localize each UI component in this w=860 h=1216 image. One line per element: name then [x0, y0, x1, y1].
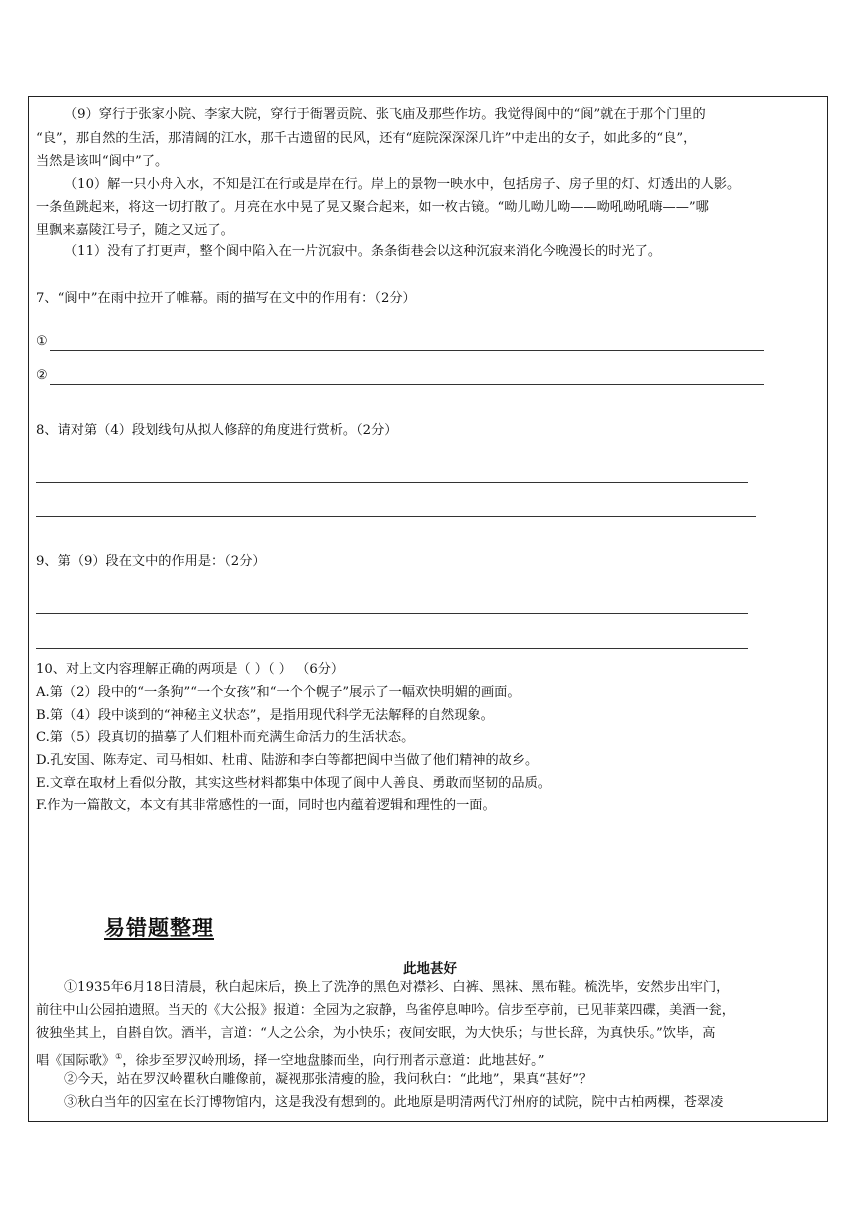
answer-line-q8-1[interactable] — [36, 482, 748, 483]
answer-mark-2: ② — [36, 368, 48, 383]
p10-line1: （10）解一只小舟入水，不知是江在行或是岸在行。岸上的景物一映水中，包括房子、房子里的灯、灯透出的人影。 — [64, 177, 741, 192]
section-title: 易错题整理 — [104, 916, 214, 940]
answer-line-q7-1[interactable] — [50, 350, 764, 351]
essay-p1-line1: ①1935年6月18日清晨，秋白起床后，换上了洗净的黑色对襟衫、白裤、黑袜、黑布鞋。梳洗毕，安然步出牢门， — [64, 980, 730, 995]
p11-line1: （11）没有了打更声，整个阆中陷入在一片沉寂中。条条街巷会以这种沉寂来消化今晚漫长的时光了。 — [64, 244, 662, 259]
essay-p1-line2: 前往中山公园拍遗照。当天的《大公报》报道：全园为之寂静，鸟雀停息呻吟。信步至亭前，已见菲菜四碟，美酒一瓮， — [36, 1003, 735, 1018]
answer-line-q8-2[interactable] — [36, 516, 756, 517]
option-b: B.第（4）段中谈到的“神秘主义状态”，是指用现代科学无法解释的自然现象。 — [36, 708, 494, 723]
p9-line2: “良”，那自然的生活，那清阔的江水，那千古遗留的民风，还有“庭院深深深几许”中走出的女子，如此多的“良”， — [36, 131, 697, 146]
p9-line3: 当然是该叫“阆中”了。 — [36, 154, 169, 169]
essay-p1-line3: 彼独坐其上，自斟自饮。酒半，言道：“人之公余，为小快乐；夜间安眠，为大快乐；与世长辞，为真快乐。”饮毕，高 — [36, 1026, 716, 1041]
question-9: 9、第（9）段在文中的作用是：（2分） — [36, 554, 266, 569]
answer-line-q9-2[interactable] — [36, 648, 748, 649]
p9-line1: （9）穿行于张家小院、李家大院，穿行于衙署贡院、张飞庙及那些作坊。我觉得阆中的“阆”就在于那个门里的 — [64, 107, 706, 122]
answer-mark-1: ① — [36, 334, 48, 349]
option-c: C.第（5）段真切的描摹了人们粗朴而充满生命活力的生活状态。 — [36, 730, 415, 745]
answer-line-q7-2[interactable] — [50, 384, 764, 385]
p10-line2: 一条鱼跳起来，将这一切打散了。月亮在水中晃了晃又聚合起来，如一枚古镜。“呦儿呦儿呦——呦吼呦吼嗨——”哪 — [36, 200, 709, 215]
question-10: 10、对上文内容理解正确的两项是（ ）（ ） （6分） — [36, 662, 345, 677]
option-e: E.文章在取材上看似分散，其实这些材料都集中体现了阆中人善良、勇敢而坚韧的品质。 — [36, 776, 551, 791]
question-8: 8、请对第（4）段划线句从拟人修辞的角度进行赏析。（2分） — [36, 423, 398, 438]
option-d: D.孔安国、陈寿定、司马相如、杜甫、陆游和李白等都把阆中当做了他们精神的故乡。 — [36, 753, 539, 768]
essay-title: 此地甚好 — [403, 961, 457, 977]
essay-p1-line4-end: ，徐步至罗汉岭刑场，择一空地盘膝而坐，向行刑者示意道：此地甚好。” — [122, 1053, 545, 1069]
question-7: 7、“阆中”在雨中拉开了帷幕。雨的描写在文中的作用有：（2分） — [36, 291, 416, 306]
answer-line-q9-1[interactable] — [36, 613, 748, 614]
essay-p3: ③秋白当年的囚室在长汀博物馆内，这是我没有想到的。此地原是明清两代汀州府的试院，院中古柏两棵，苍翠凌 — [64, 1095, 724, 1110]
option-f: F.作为一篇散文，本文有其非常感性的一面，同时也内蕴着逻辑和理性的一面。 — [36, 798, 496, 813]
essay-p2: ②今天，站在罗汉岭瞿秋白雕像前，凝视那张清瘦的脸，我问秋白：“此地”，果真“甚好”？ — [64, 1072, 593, 1087]
p10-line3: 里飘来嘉陵江号子，随之又远了。 — [36, 223, 234, 238]
footnote-mark[interactable]: ① — [115, 1052, 123, 1061]
option-a: A.第（2）段中的“一条狗”“一个女孩”和“一个个幌子”展示了一幅欢快明媚的画面。 — [36, 685, 521, 700]
essay-p1-line4-start: 唱《国际歌》 — [36, 1053, 116, 1069]
